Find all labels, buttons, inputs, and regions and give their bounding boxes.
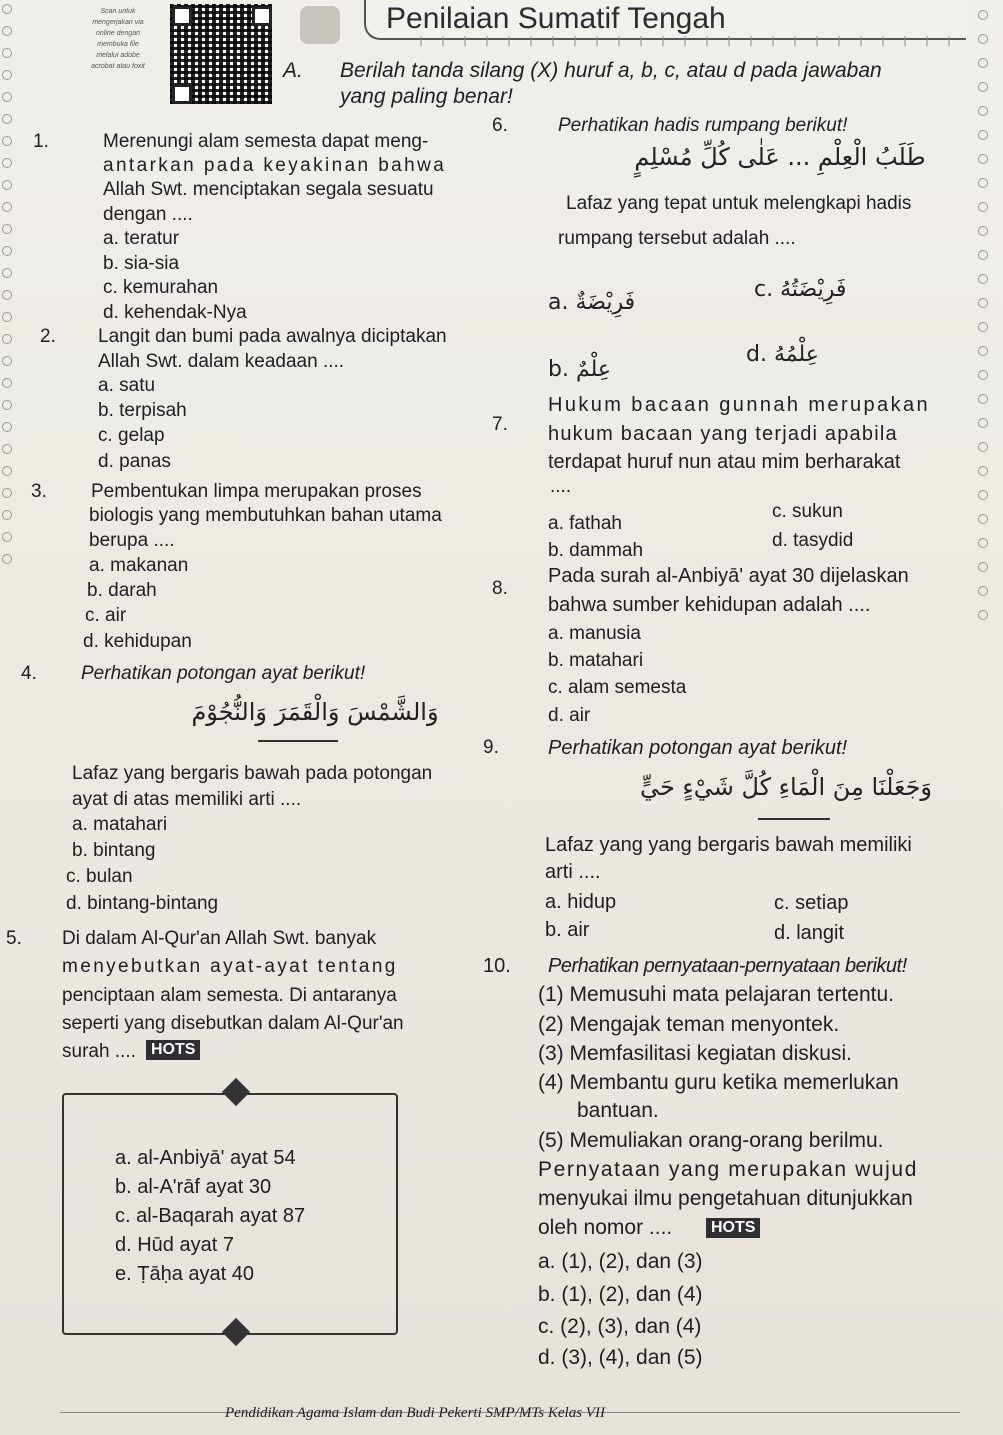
arabic-option[interactable]: a. فَرِيْضَةٌ	[548, 290, 636, 315]
arabic-verse: وَجَعَلْنَا مِنَ الْمَاءِ كُلَّ شَيْءٍ حَيٍّ	[639, 773, 933, 801]
answer-option[interactable]: b. darah	[87, 580, 157, 601]
binder-ring	[2, 554, 12, 564]
answer-option[interactable]: b. (1), (2), dan (4)	[538, 1283, 703, 1306]
binder-ring	[2, 4, 12, 14]
question-text: Perhatikan potongan ayat berikut!	[81, 663, 366, 684]
binder-ring	[978, 322, 988, 332]
statement: (2) Mengajak teman menyontek.	[538, 1013, 840, 1036]
question-text: Lafaz yang yang bergaris bawah memiliki	[545, 834, 912, 856]
question-text: penciptaan alam semesta. Di antaranya	[62, 985, 397, 1006]
decorative-stars	[420, 36, 960, 46]
question-text: berupa ....	[89, 530, 175, 551]
question-text: rumpang tersebut adalah ....	[558, 228, 796, 249]
binder-ring	[978, 34, 988, 44]
answer-option[interactable]: c. alam semesta	[548, 677, 687, 698]
scan-note-line: mengerjakan via	[92, 19, 144, 26]
answer-option[interactable]: b. terpisah	[98, 400, 187, 421]
answer-option[interactable]: d. langit	[774, 922, 845, 944]
answer-option[interactable]: b. al-A'rāf ayat 30	[115, 1176, 272, 1198]
binder-ring	[978, 130, 988, 140]
answer-option[interactable]: d. bintang-bintang	[66, 893, 219, 914]
answer-option[interactable]: a. makanan	[89, 555, 189, 576]
binder-ring	[2, 356, 12, 366]
question-text: bahwa sumber kehidupan adalah ....	[548, 594, 871, 616]
question-number: 3.	[31, 481, 47, 502]
hots-badge: HOTS	[706, 1218, 760, 1238]
scan-note	[62, 6, 174, 72]
binder-ring	[2, 466, 12, 476]
arabic-hadith: طَلَبُ الْعِلْمِ ... عَلٰى كُلِّ مُسْلِمٍ	[634, 143, 926, 171]
binder-ring	[2, 26, 12, 36]
question-number: 1.	[33, 131, 49, 152]
answer-option[interactable]: a. teratur	[103, 228, 180, 249]
answer-option[interactable]: d. air	[548, 705, 591, 726]
binder-ring	[978, 586, 988, 596]
binder-ring	[978, 370, 988, 380]
binder-ring	[978, 514, 988, 524]
answer-option[interactable]: c. setiap	[774, 892, 849, 914]
question-number: 4.	[21, 663, 37, 684]
verse-underline	[758, 818, 830, 820]
binder-ring	[978, 178, 988, 188]
binder-ring	[2, 400, 12, 410]
answer-option[interactable]: a. manusia	[548, 623, 641, 644]
answer-option[interactable]: a. satu	[98, 375, 156, 396]
answer-option[interactable]: d. panas	[98, 451, 171, 472]
binder-ring	[2, 444, 12, 454]
answer-option[interactable]: a. al-Anbiyā' ayat 54	[115, 1147, 296, 1169]
binder-ring	[2, 180, 12, 190]
question-number: 6.	[492, 115, 508, 136]
binder-ring	[2, 92, 12, 102]
binder-ring	[2, 48, 12, 58]
answer-option[interactable]: b. dammah	[548, 540, 644, 561]
answer-option[interactable]: c. al-Baqarah ayat 87	[115, 1205, 306, 1227]
answer-option[interactable]: b. air	[545, 919, 590, 941]
binder-ring	[2, 334, 12, 344]
question-text: oleh nomor ....	[538, 1216, 673, 1239]
binder-ring	[2, 268, 12, 278]
binder-ring	[2, 158, 12, 168]
question-text: Pembentukan limpa merupakan proses	[91, 481, 422, 502]
arabic-option[interactable]: d. عِلْمُهُ	[746, 342, 819, 367]
scan-note-line: Scan untuk	[100, 8, 136, 15]
binder-ring	[2, 114, 12, 124]
binder-ring	[2, 290, 12, 300]
binder-ring	[978, 394, 988, 404]
question-text: hukum bacaan yang terjadi apabila	[548, 423, 898, 445]
question-text: surah ....	[62, 1041, 136, 1062]
question-text: Allah Swt. menciptakan segala sesuatu	[103, 179, 434, 200]
question-number: 8.	[492, 578, 508, 599]
arabic-verse: وَالشَّمْسَ وَالْقَمَرَ وَالنُّجُوْمَ	[191, 698, 439, 726]
statement: (5) Memuliakan orang-orang berilmu.	[538, 1129, 884, 1152]
binder-ring	[2, 378, 12, 388]
question-text: Hukum bacaan gunnah merupakan	[548, 394, 931, 416]
qr-corner	[172, 84, 192, 104]
question-text: Langit dan bumi pada awalnya diciptakan	[98, 326, 447, 347]
binder-ring	[978, 610, 988, 620]
question-number: 2.	[40, 326, 56, 347]
question-text: ayat di atas memiliki arti ....	[72, 789, 302, 810]
binder-ring	[978, 490, 988, 500]
answer-option[interactable]: a. matahari	[72, 814, 168, 835]
answer-option[interactable]: c. air	[85, 605, 127, 626]
binder-ring	[978, 442, 988, 452]
page-title: Penilaian Sumatif Tengah	[386, 2, 726, 35]
section-letter: A.	[283, 59, 303, 82]
binder-ring	[978, 346, 988, 356]
answer-option[interactable]: a. (1), (2), dan (3)	[538, 1250, 703, 1273]
binder-ring	[978, 538, 988, 548]
binder-ring	[2, 532, 12, 542]
answer-option[interactable]: d. tasydid	[772, 530, 854, 551]
question-text: menyukai ilmu pengetahuan ditunjukkan	[538, 1187, 913, 1210]
question-text: Perhatikan potongan ayat berikut!	[548, 737, 848, 759]
question-text: Pada surah al-Anbiyā' ayat 30 dijelaskan	[548, 565, 909, 587]
answer-option[interactable]: c. (2), (3), dan (4)	[538, 1315, 702, 1338]
binder-ring	[2, 136, 12, 146]
question-text: seperti yang disebutkan dalam Al-Qur'an	[62, 1013, 404, 1034]
binder-ring	[978, 562, 988, 572]
answer-option[interactable]: e. Ṭāḥa ayat 40	[115, 1263, 254, 1285]
qr-corner	[172, 6, 192, 26]
hots-badge: HOTS	[146, 1040, 200, 1060]
answer-option[interactable]: d. kehidupan	[83, 631, 192, 652]
qr-corner	[252, 6, 272, 26]
binder-ring	[978, 58, 988, 68]
binder-ring	[978, 106, 988, 116]
question-text: biologis yang membutuhkan bahan utama	[89, 505, 442, 526]
question-text: Perhatikan pernyataan-pernyataan berikut!	[548, 955, 907, 977]
binder-ring	[2, 510, 12, 520]
scan-note-line: melalui adobe	[96, 52, 140, 59]
answer-option[interactable]: b. bintang	[72, 840, 156, 861]
question-number: 7.	[492, 414, 508, 435]
binder-ring	[2, 488, 12, 498]
answer-option[interactable]: c. bulan	[66, 866, 133, 887]
binder-ring	[2, 312, 12, 322]
mascot-icon	[300, 6, 340, 44]
binder-ring	[978, 154, 988, 164]
question-text: Lafaz yang tepat untuk melengkapi hadis	[566, 193, 912, 214]
answer-option[interactable]: d. (3), (4), dan (5)	[538, 1346, 703, 1369]
section-instruction: Berilah tanda silang (X) huruf a, b, c, atau d pada jawaban	[340, 59, 882, 82]
statement: (1) Memusuhi mata pelajaran tertentu.	[538, 983, 895, 1006]
answer-option[interactable]: c. sukun	[772, 501, 843, 522]
binder-ring	[2, 224, 12, 234]
answer-option[interactable]: d. Hūd ayat 7	[115, 1234, 234, 1256]
binder-ring	[2, 70, 12, 80]
question-text: Allah Swt. dalam keadaan ....	[98, 351, 345, 372]
question-text: ....	[550, 476, 572, 497]
question-number: 10.	[483, 955, 511, 977]
question-text: Pernyataan yang merupakan wujud	[538, 1158, 918, 1181]
scan-note-line: acrobat atau foxit	[91, 63, 145, 70]
binder-ring	[978, 466, 988, 476]
question-number: 5.	[6, 928, 22, 949]
binder-ring	[978, 202, 988, 212]
binder-ring	[978, 298, 988, 308]
question-text: terdapat huruf nun atau mim berharakat	[548, 451, 901, 473]
question-text: Merenungi alam semesta dapat meng-	[103, 131, 429, 152]
binder-ring	[2, 246, 12, 256]
answer-option[interactable]: b. matahari	[548, 650, 644, 671]
question-text: Di dalam Al-Qur'an Allah Swt. banyak	[62, 928, 377, 949]
arabic-option[interactable]: b. عِلْمٌ	[548, 357, 612, 382]
binder-ring	[978, 10, 988, 20]
binder-ring	[978, 418, 988, 428]
question-text: Perhatikan hadis rumpang berikut!	[558, 115, 848, 136]
section-instruction: yang paling benar!	[340, 85, 513, 108]
binder-ring	[2, 202, 12, 212]
statement: bantuan.	[577, 1099, 659, 1122]
page-footer: Pendidikan Agama Islam dan Budi Pekerti SMP/MTs Kelas VII	[225, 1405, 605, 1421]
arabic-option[interactable]: c. فَرِيْضَتُهُ	[754, 277, 847, 302]
binder-ring	[978, 82, 988, 92]
statement: (3) Memfasilitasi kegiatan diskusi.	[538, 1042, 852, 1065]
question-text: Lafaz yang bergaris bawah pada potongan	[72, 763, 433, 784]
question-number: 9.	[483, 737, 499, 758]
answer-option[interactable]: c. gelap	[98, 425, 165, 446]
verse-underline	[258, 740, 338, 742]
scan-note-line: online dengan	[96, 30, 140, 37]
statement: (4) Membantu guru ketika memerlukan	[538, 1071, 899, 1094]
answer-option[interactable]: c. kemurahan	[103, 277, 219, 298]
answer-option[interactable]: a. fathah	[548, 513, 622, 534]
binder-ring	[978, 226, 988, 236]
question-text: antarkan pada keyakinan bahwa	[103, 155, 447, 176]
answer-option[interactable]: d. kehendak-Nya	[103, 302, 247, 323]
question-text: menyebutkan ayat-ayat tentang	[62, 956, 398, 977]
binder-ring	[978, 250, 988, 260]
scan-note-line: membuka file	[97, 41, 139, 48]
answer-option[interactable]: b. sia-sia	[103, 253, 180, 274]
question-text: arti ....	[545, 861, 601, 883]
binder-ring	[978, 274, 988, 284]
answer-option[interactable]: a. hidup	[545, 891, 617, 913]
question-text: dengan ....	[103, 204, 193, 225]
binder-ring	[2, 422, 12, 432]
